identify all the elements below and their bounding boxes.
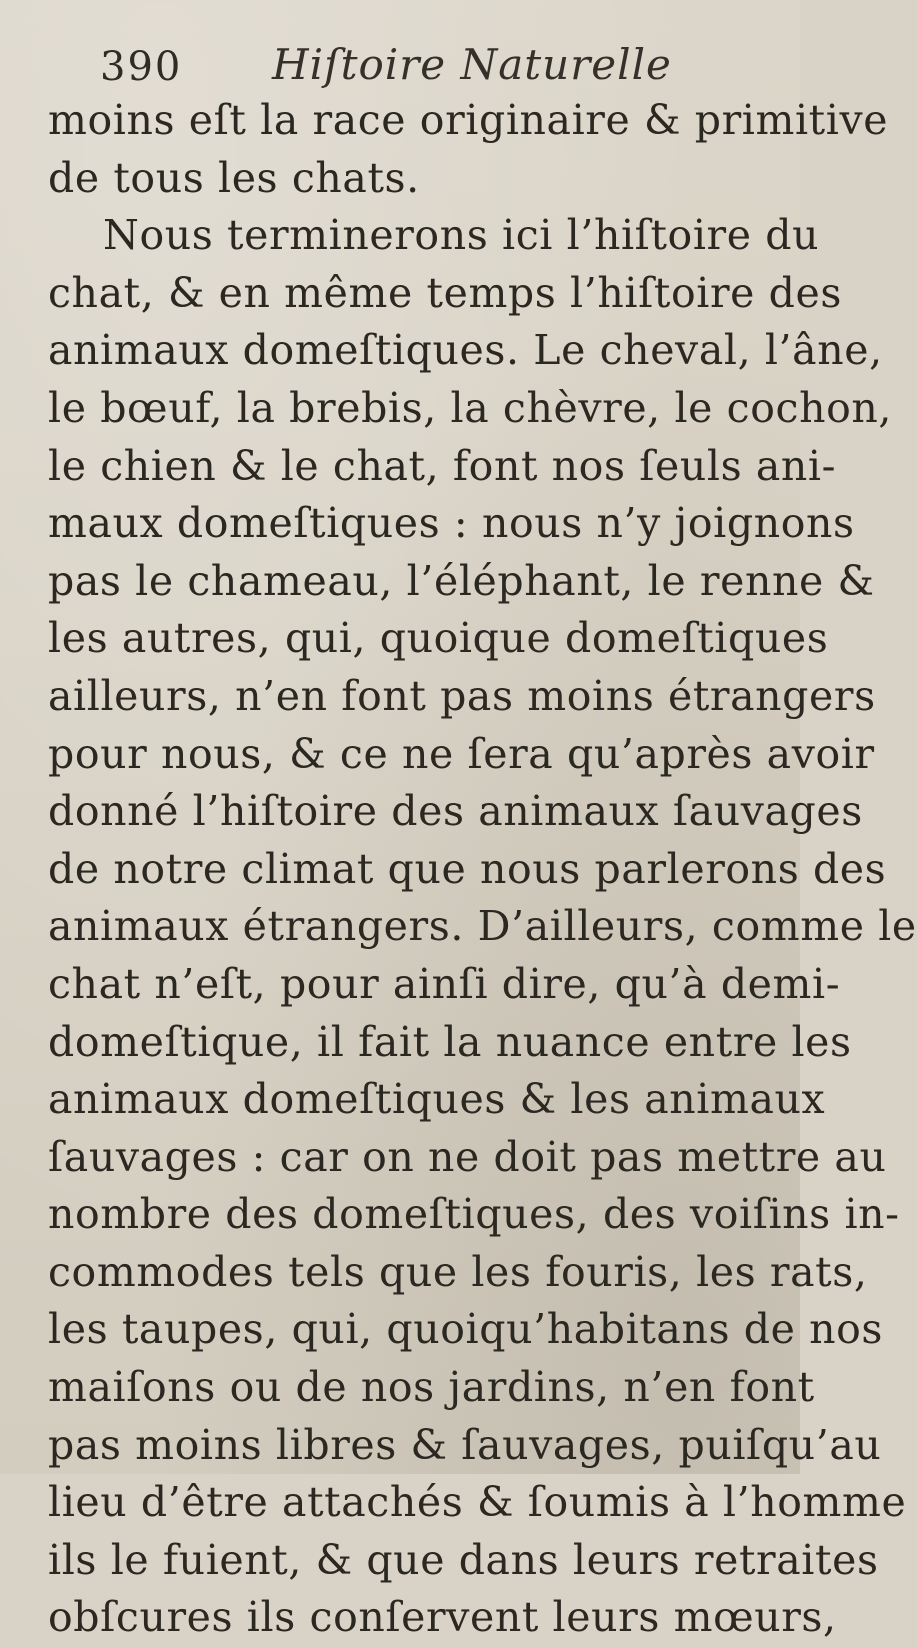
text-line: ils le fuient, & que dans leurs retraites: [48, 1535, 879, 1584]
running-title: Hiſtoire Naturelle: [272, 40, 672, 89]
text-line: de notre climat que nous parlerons des: [48, 844, 887, 893]
paragraph-first-line: Nous terminerons ici l’hiſtoire du: [103, 211, 820, 260]
page-number: 390: [100, 44, 183, 90]
text-line: ailleurs, n’en font pas moins étrangers: [48, 671, 876, 720]
text-line: les taupes, qui, quoiqu’habitans de nos: [48, 1305, 884, 1354]
text-line: pour nous, & ce ne ſera qu’après avoir: [48, 729, 875, 778]
text-line: pas le chameau, l’éléphant, le renne &: [48, 556, 875, 605]
text-line: lieu d’être attachés & ſoumis à l’homme: [48, 1478, 907, 1527]
text-line: chat n’eſt, pour ainſi dire, qu’à demi-: [48, 959, 841, 1008]
text-line: ſauvages : car on ne doit pas mettre au: [48, 1132, 887, 1181]
text-line: donné l’hiſtoire des animaux ſauvages: [48, 787, 863, 836]
text-line: domeſtique, il fait la nuance entre les: [48, 1017, 852, 1066]
text-line: maux domeſtiques : nous n’y joignons: [48, 499, 855, 548]
text-line: animaux domeſtiques. Le cheval, l’âne,: [48, 326, 883, 375]
text-line: de tous les chats.: [48, 153, 420, 202]
text-line: nombre des domeſtiques, des voiſins in-: [48, 1190, 900, 1239]
page-header: [100, 30, 780, 100]
text-line: chat, & en même temps l’hiſtoire des: [48, 268, 842, 317]
text-line: moins eſt la race originaire & primitive: [48, 96, 889, 144]
text-line: maiſons ou de nos jardins, n’en font: [48, 1363, 815, 1412]
text-line: commodes tels que les fouris, les rats,: [48, 1247, 868, 1296]
text-line: obſcures ils conſervent leurs mœurs,: [48, 1593, 837, 1642]
text-line: pas moins libres & ſauvages, puiſqu’au: [48, 1420, 882, 1469]
text-line: le chien & le chat, font nos ſeuls ani-: [48, 441, 837, 490]
text-line: les autres, qui, quoique domeſtiques: [48, 614, 829, 663]
text-line: animaux domeſtiques & les animaux: [48, 1075, 826, 1124]
text-line: animaux étrangers. D’ailleurs, comme le: [48, 902, 917, 951]
body-text: [48, 92, 917, 1647]
text-line: le bœuf, la brebis, la chèvre, le cochon,: [48, 383, 892, 432]
